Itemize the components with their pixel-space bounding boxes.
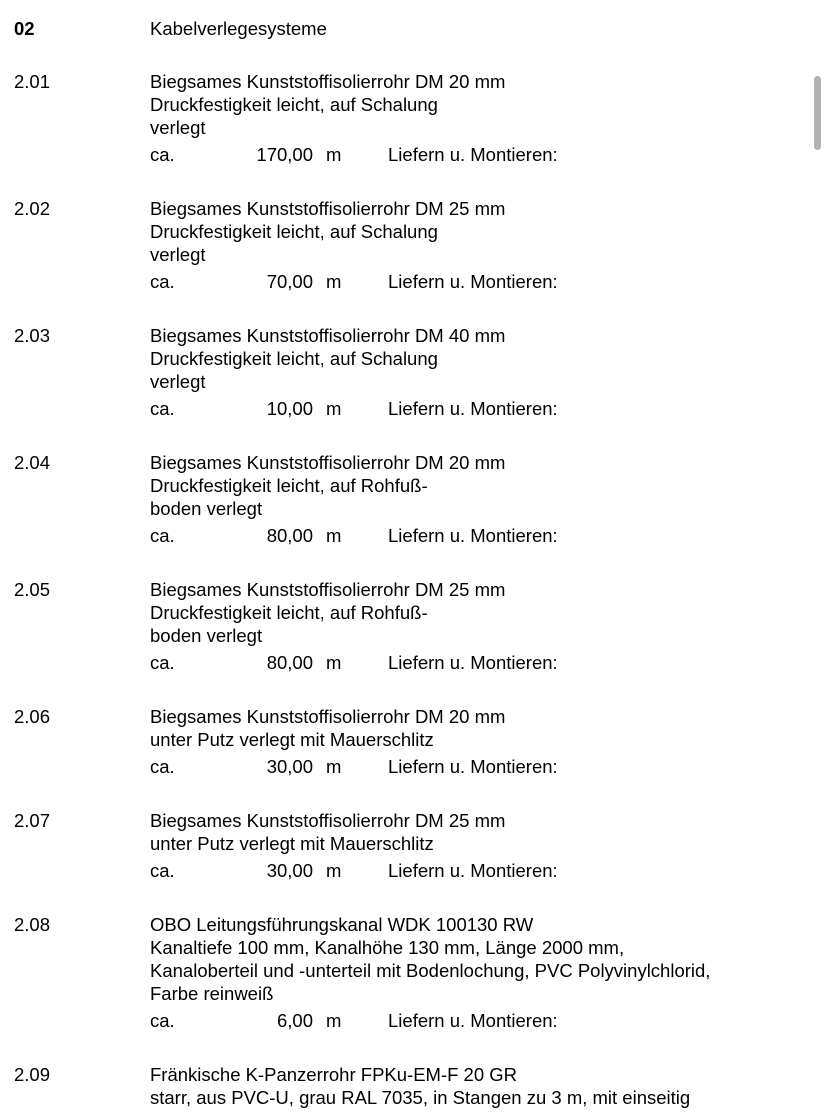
quantity-line (150, 755, 828, 778)
qty-prefix: ca. (150, 144, 175, 165)
description-line: OBO Leitungsführungskanal WDK 100130 RW (150, 914, 534, 935)
line-item (14, 809, 828, 882)
description-line: Druckfestigkeit leicht, auf Schalung (150, 348, 438, 369)
qty-unit: m (326, 144, 342, 165)
section-title: Kabelverlegesysteme (150, 18, 327, 39)
item-number: 2.09 (14, 1064, 51, 1085)
action-label: Liefern u. Montieren: (388, 652, 558, 673)
qty-unit: m (326, 652, 342, 673)
description-line: Biegsames Kunststoffisolierrohr DM 25 mm (150, 810, 506, 831)
quantity-line (150, 1009, 828, 1032)
description-line: Biegsames Kunststoffisolierrohr DM 25 mm (150, 198, 506, 219)
qty-unit: m (326, 1010, 342, 1031)
description-line: unter Putz verlegt mit Mauerschlitz (150, 833, 434, 854)
description-line: boden verlegt (150, 498, 263, 519)
action-label: Liefern u. Montieren: (388, 271, 558, 292)
action-label: Liefern u. Montieren: (388, 525, 558, 546)
qty-prefix: ca. (150, 860, 175, 881)
qty-value: 6,00 (276, 1010, 313, 1031)
qty-prefix: ca. (150, 271, 175, 292)
qty-unit: m (326, 271, 342, 292)
line-item (14, 451, 828, 547)
line-item (14, 197, 828, 293)
action-label: Liefern u. Montieren: (388, 144, 558, 165)
quantity-line (150, 524, 828, 547)
description-line: Biegsames Kunststoffisolierrohr DM 25 mm (150, 579, 506, 600)
action-label: Liefern u. Montieren: (388, 860, 558, 881)
line-item (14, 705, 828, 778)
description-line: Biegsames Kunststoffisolierrohr DM 20 mm (150, 452, 506, 473)
description-line: Farbe reinweiß (150, 983, 274, 1004)
action-label: Liefern u. Montieren: (388, 398, 558, 419)
description-line: boden verlegt (150, 625, 263, 646)
item-number: 2.01 (14, 71, 51, 92)
item-description (150, 913, 828, 1005)
item-description (150, 451, 828, 520)
qty-value: 30,00 (266, 756, 313, 777)
qty-value: 30,00 (266, 860, 313, 881)
description-line: starr, aus PVC-U, grau RAL 7035, in Stangen zu 3 m, mit einseitig (150, 1087, 691, 1108)
qty-value: 70,00 (266, 271, 313, 292)
line-item (14, 1063, 828, 1109)
qty-value: 10,00 (266, 398, 313, 419)
description-line: Druckfestigkeit leicht, auf Schalung (150, 94, 438, 115)
description-line: Druckfestigkeit leicht, auf Schalung (150, 221, 438, 242)
qty-unit: m (326, 860, 342, 881)
item-description (150, 578, 828, 647)
qty-prefix: ca. (150, 652, 175, 673)
quantity-line (150, 651, 828, 674)
line-item (14, 324, 828, 420)
item-description (150, 705, 828, 751)
qty-prefix: ca. (150, 756, 175, 777)
item-description (150, 324, 828, 393)
item-number: 2.08 (14, 914, 51, 935)
quantity-line (150, 270, 828, 293)
description-line: verlegt (150, 244, 206, 265)
item-number: 2.03 (14, 325, 51, 346)
description-line: Fränkische K-Panzerrohr FPKu-EM-F 20 GR (150, 1064, 518, 1085)
items-container (14, 70, 828, 1109)
line-item (14, 70, 828, 166)
qty-unit: m (326, 525, 342, 546)
item-description (150, 809, 828, 855)
qty-unit: m (326, 398, 342, 419)
section-header (14, 17, 828, 40)
qty-prefix: ca. (150, 525, 175, 546)
item-number: 2.02 (14, 198, 51, 219)
description-line: Kanaloberteil und -unterteil mit Bodenlochung, PVC Polyvinylchlorid, (150, 960, 711, 981)
description-line: Biegsames Kunststoffisolierrohr DM 20 mm (150, 71, 506, 92)
item-description (150, 197, 828, 266)
qty-value: 170,00 (256, 144, 313, 165)
item-number: 2.07 (14, 810, 51, 831)
item-number: 2.04 (14, 452, 51, 473)
scrollbar-thumb[interactable] (814, 76, 821, 150)
item-description (150, 1063, 828, 1109)
description-line: Biegsames Kunststoffisolierrohr DM 40 mm (150, 325, 506, 346)
section-number: 02 (14, 18, 35, 39)
quantity-line (150, 397, 828, 420)
description-line: Druckfestigkeit leicht, auf Rohfuß- (150, 475, 428, 496)
qty-prefix: ca. (150, 398, 175, 419)
description-line: unter Putz verlegt mit Mauerschlitz (150, 729, 434, 750)
qty-value: 80,00 (266, 525, 313, 546)
description-line: Biegsames Kunststoffisolierrohr DM 20 mm (150, 706, 506, 727)
quantity-line (150, 859, 828, 882)
item-number: 2.05 (14, 579, 51, 600)
qty-unit: m (326, 756, 342, 777)
description-line: verlegt (150, 371, 206, 392)
action-label: Liefern u. Montieren: (388, 1010, 558, 1031)
action-label: Liefern u. Montieren: (388, 756, 558, 777)
description-line: verlegt (150, 117, 206, 138)
item-number: 2.06 (14, 706, 51, 727)
qty-value: 80,00 (266, 652, 313, 673)
item-description (150, 70, 828, 139)
line-item (14, 913, 828, 1032)
description-line: Druckfestigkeit leicht, auf Rohfuß- (150, 602, 428, 623)
quantity-line (150, 143, 828, 166)
description-line: Kanaltiefe 100 mm, Kanalhöhe 130 mm, Länge 2000 mm, (150, 937, 625, 958)
qty-prefix: ca. (150, 1010, 175, 1031)
line-item (14, 578, 828, 674)
